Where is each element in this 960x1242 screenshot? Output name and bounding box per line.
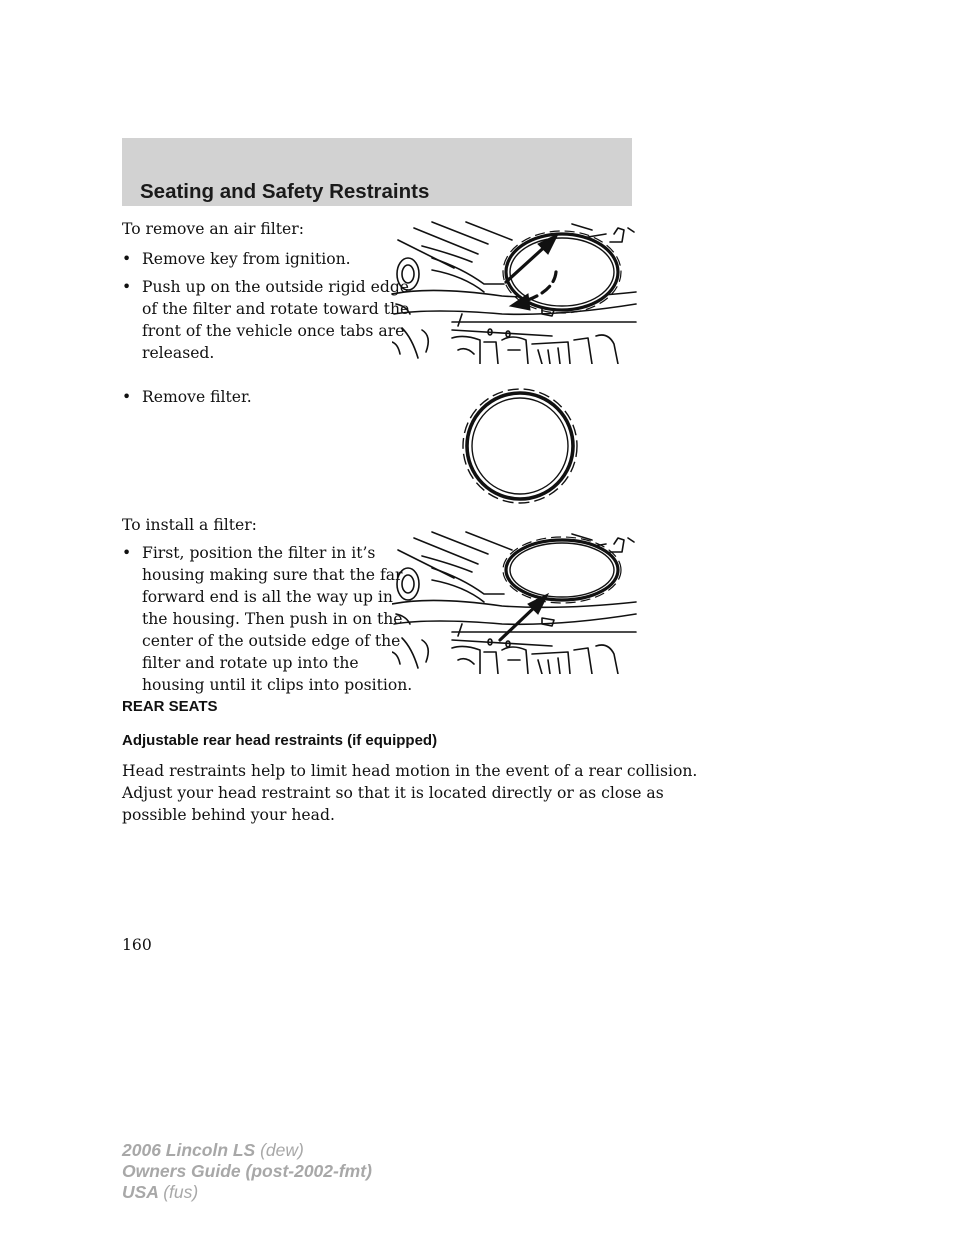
paragraph-line: Head restraints help to limit head motion in the event of a rear collision. xyxy=(122,762,698,780)
filter-removal-illustration xyxy=(392,218,638,364)
bullet-line: First, position the filter in it’s xyxy=(142,544,376,562)
bullet-line: released. xyxy=(142,344,215,362)
footer-vehicle-code: (dew) xyxy=(260,1140,304,1160)
bullet-line: Remove key from ignition. xyxy=(142,250,351,268)
bullet-line: housing making sure that the far xyxy=(142,566,403,584)
footer-market-code: (fus) xyxy=(163,1182,199,1202)
remove-intro: To remove an air filter: xyxy=(122,220,304,238)
bullet-line: forward end is all the way up in xyxy=(142,588,393,606)
bullet-line: center of the outside edge of the xyxy=(142,632,401,650)
bullet-line: housing until it clips into position. xyxy=(142,676,413,694)
page-number: 160 xyxy=(122,936,152,954)
head-restraints-subheading: Adjustable rear head restraints (if equipped) xyxy=(122,732,438,749)
section-title: Seating and Safety Restraints xyxy=(140,180,430,203)
install-intro: To install a filter: xyxy=(122,516,257,534)
bullet-icon: • xyxy=(122,388,132,406)
bullet-line: Push up on the outside rigid edge xyxy=(142,278,410,296)
paragraph-line: Adjust your head restraint so that it is located directly or as close as xyxy=(122,784,664,802)
bullet-icon: • xyxy=(122,544,132,562)
section-header-band xyxy=(122,138,632,206)
rear-seats-heading: REAR SEATS xyxy=(122,698,218,715)
bullet-line: front of the vehicle once tabs are xyxy=(142,322,405,340)
air-filter-illustration xyxy=(456,382,588,512)
bullet-line: Remove filter. xyxy=(142,388,252,406)
head-restraints-paragraph xyxy=(122,760,697,826)
bullet-line: filter and rotate up into the xyxy=(142,654,359,672)
bullet-icon: • xyxy=(122,278,132,296)
bullet-icon: • xyxy=(122,250,132,268)
paragraph-line: possible behind your head. xyxy=(122,806,335,824)
document-footer xyxy=(122,1140,372,1203)
bullet-line: the housing. Then push in on the xyxy=(142,610,403,628)
footer-guide: Owners Guide (post-2002-fmt) xyxy=(122,1161,372,1181)
footer-vehicle: 2006 Lincoln LS xyxy=(122,1140,256,1160)
footer-market: USA xyxy=(122,1182,159,1202)
filter-install-illustration xyxy=(392,528,638,674)
bullet-line: of the filter and rotate toward the xyxy=(142,300,410,318)
